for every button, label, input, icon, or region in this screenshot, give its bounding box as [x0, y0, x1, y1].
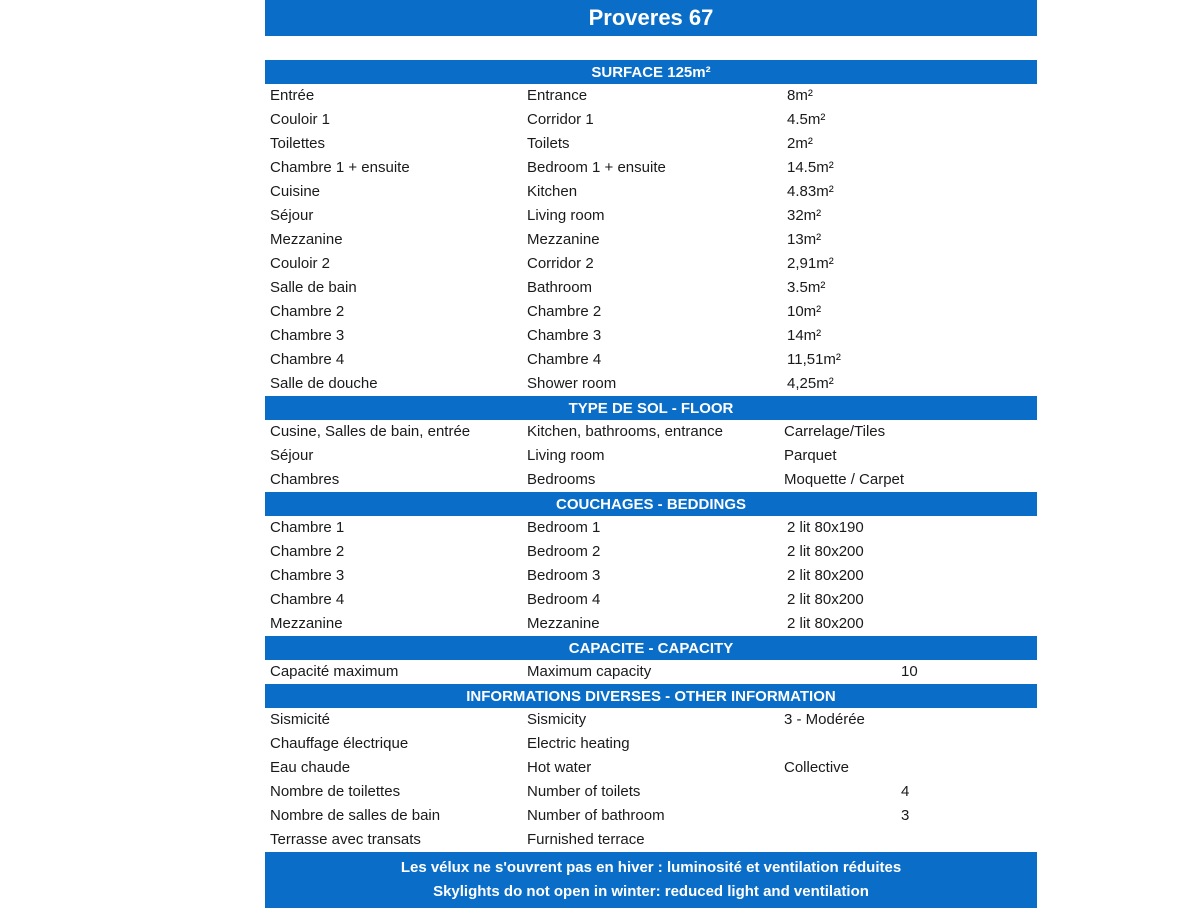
other-row-en: Furnished terrace — [527, 831, 645, 848]
other-row-fr: Terrasse avec transats — [270, 831, 421, 848]
floor-row — [265, 420, 1037, 444]
floor-row — [265, 444, 1037, 468]
beddings-row-en: Bedroom 4 — [527, 591, 601, 608]
beddings-row-value: 2 lit 80x200 — [787, 591, 864, 608]
surface-row-fr: Chambre 4 — [270, 351, 345, 368]
beddings-row-fr: Mezzanine — [270, 615, 343, 632]
surface-row-en: Bedroom 1 + ensuite — [527, 159, 666, 176]
surface-row-fr: Salle de douche — [270, 375, 378, 392]
capacity-row — [265, 660, 1037, 684]
beddings-row-en: Bedroom 1 — [527, 519, 601, 536]
other-row-value: 3 — [901, 807, 910, 824]
other-row-fr: Sismicité — [270, 711, 331, 728]
beddings-row-value: 2 lit 80x200 — [787, 615, 864, 632]
surface-row — [265, 84, 1037, 108]
surface-row — [265, 300, 1037, 324]
spacer — [265, 36, 1037, 60]
surface-row-value: 4.5m² — [787, 111, 826, 128]
surface-row-value: 2m² — [787, 135, 813, 152]
surface-row — [265, 156, 1037, 180]
surface-row-en: Chambre 3 — [527, 327, 602, 344]
beddings-row-en: Bedroom 2 — [527, 543, 601, 560]
surface-row-value: 11,51m² — [787, 351, 841, 368]
surface-row-fr: Chambre 2 — [270, 303, 345, 320]
surface-row-value: 13m² — [787, 231, 822, 248]
surface-row — [265, 204, 1037, 228]
floor-row-fr: Séjour — [270, 447, 314, 464]
beddings-row — [265, 564, 1037, 588]
surface-row-value: 32m² — [787, 207, 822, 224]
capacity-row-value: 10 — [901, 663, 918, 680]
surface-row-fr: Chambre 1 + ensuite — [270, 159, 410, 176]
other-row — [265, 780, 1037, 804]
surface-row-fr: Mezzanine — [270, 231, 343, 248]
surface-row-value: 14m² — [787, 327, 822, 344]
surface-row-en: Entrance — [527, 87, 588, 104]
beddings-row-fr: Chambre 2 — [270, 543, 345, 560]
other-row-en: Electric heating — [527, 735, 630, 752]
surface-row-value: 14.5m² — [787, 159, 834, 176]
other-row — [265, 732, 1037, 756]
surface-row — [265, 252, 1037, 276]
surface-row-en: Chambre 4 — [527, 351, 602, 368]
beddings-row — [265, 516, 1037, 540]
surface-row — [265, 132, 1037, 156]
surface-row-en: Living room — [527, 207, 605, 224]
other-row-fr: Nombre de toilettes — [270, 783, 401, 800]
floor-row-value: Carrelage/Tiles — [784, 423, 886, 440]
other-row-en: Hot water — [527, 759, 592, 776]
beddings-header: COUCHAGES - BEDDINGS — [265, 492, 1037, 516]
other-row — [265, 804, 1037, 828]
other-row-en: Sismicity — [527, 711, 587, 728]
beddings-row-fr: Chambre 3 — [270, 567, 345, 584]
surface-row — [265, 228, 1037, 252]
beddings-row-value: 2 lit 80x190 — [787, 519, 864, 536]
other-row-en: Number of bathroom — [527, 807, 665, 824]
floor-row-fr: Cusine, Salles de bain, entrée — [270, 423, 471, 440]
floor-row-fr: Chambres — [270, 471, 340, 488]
surface-row-value: 10m² — [787, 303, 822, 320]
floor-row-en: Living room — [527, 447, 605, 464]
surface-row — [265, 108, 1037, 132]
other-header: INFORMATIONS DIVERSES - OTHER INFORMATION — [265, 684, 1037, 708]
capacity-row-en: Maximum capacity — [527, 663, 652, 680]
surface-row-en: Chambre 2 — [527, 303, 602, 320]
surface-header: SURFACE 125m² — [265, 60, 1037, 84]
surface-row-value: 2,91m² — [787, 255, 834, 272]
page-title-text: Proveres 67 — [588, 5, 714, 30]
surface-row-en: Bathroom — [527, 279, 593, 296]
surface-row-en: Kitchen — [527, 183, 578, 200]
skylight-notice-fr: Les vélux ne s'ouvrent pas en hiver : luminosité et ventilation réduites — [400, 859, 902, 876]
surface-row — [265, 324, 1037, 348]
other-row — [265, 708, 1037, 732]
capacity-row-fr: Capacité maximum — [270, 663, 399, 680]
surface-row-en: Mezzanine — [527, 231, 600, 248]
surface-row-fr: Cuisine — [270, 183, 321, 200]
surface-row-fr: Salle de bain — [270, 279, 357, 296]
floor-row — [265, 468, 1037, 492]
floor-row-en: Bedrooms — [527, 471, 596, 488]
other-row — [265, 756, 1037, 780]
surface-row-en: Corridor 1 — [527, 111, 594, 128]
other-row — [265, 828, 1037, 852]
surface-row-en: Toilets — [527, 135, 570, 152]
floor-row-value: Parquet — [784, 447, 837, 464]
floor-row-en: Kitchen, bathrooms, entrance — [527, 423, 723, 440]
surface-row-fr: Couloir 2 — [270, 255, 331, 272]
floor-row-value: Moquette / Carpet — [784, 471, 905, 488]
skylight-notice-en: Skylights do not open in winter: reduced light and ventilation — [433, 883, 869, 900]
beddings-row-value: 2 lit 80x200 — [787, 567, 864, 584]
beddings-row-value: 2 lit 80x200 — [787, 543, 864, 560]
beddings-row — [265, 540, 1037, 564]
surface-row-fr: Séjour — [270, 207, 314, 224]
beddings-row-fr: Chambre 4 — [270, 591, 345, 608]
info-sheet — [265, 0, 1037, 908]
other-row-en: Number of toilets — [527, 783, 641, 800]
surface-row-fr: Toilettes — [270, 135, 326, 152]
other-row-value: 3 - Modérée — [784, 711, 865, 728]
beddings-row — [265, 612, 1037, 636]
page-title — [265, 0, 1037, 36]
capacity-header: CAPACITE - CAPACITY — [265, 636, 1037, 660]
surface-row-en: Shower room — [527, 375, 617, 392]
surface-row-fr: Entrée — [270, 87, 315, 104]
other-row-value: Collective — [784, 759, 850, 776]
beddings-row-fr: Chambre 1 — [270, 519, 345, 536]
other-row-fr: Chauffage électrique — [270, 735, 409, 752]
surface-row-fr: Chambre 3 — [270, 327, 345, 344]
surface-row-value: 3.5m² — [787, 279, 826, 296]
floor-header: TYPE DE SOL - FLOOR — [265, 396, 1037, 420]
beddings-row — [265, 588, 1037, 612]
surface-row — [265, 180, 1037, 204]
surface-row — [265, 348, 1037, 372]
surface-row-value: 4,25m² — [787, 375, 834, 392]
surface-row-en: Corridor 2 — [527, 255, 594, 272]
beddings-row-en: Mezzanine — [527, 615, 600, 632]
surface-row — [265, 372, 1037, 396]
beddings-row-en: Bedroom 3 — [527, 567, 601, 584]
surface-row-value: 4.83m² — [787, 183, 834, 200]
surface-row-value: 8m² — [787, 87, 813, 104]
other-row-value: 4 — [901, 783, 910, 800]
surface-row-fr: Couloir 1 — [270, 111, 331, 128]
other-row-fr: Nombre de salles de bain — [270, 807, 441, 824]
surface-row — [265, 276, 1037, 300]
other-row-fr: Eau chaude — [270, 759, 351, 776]
